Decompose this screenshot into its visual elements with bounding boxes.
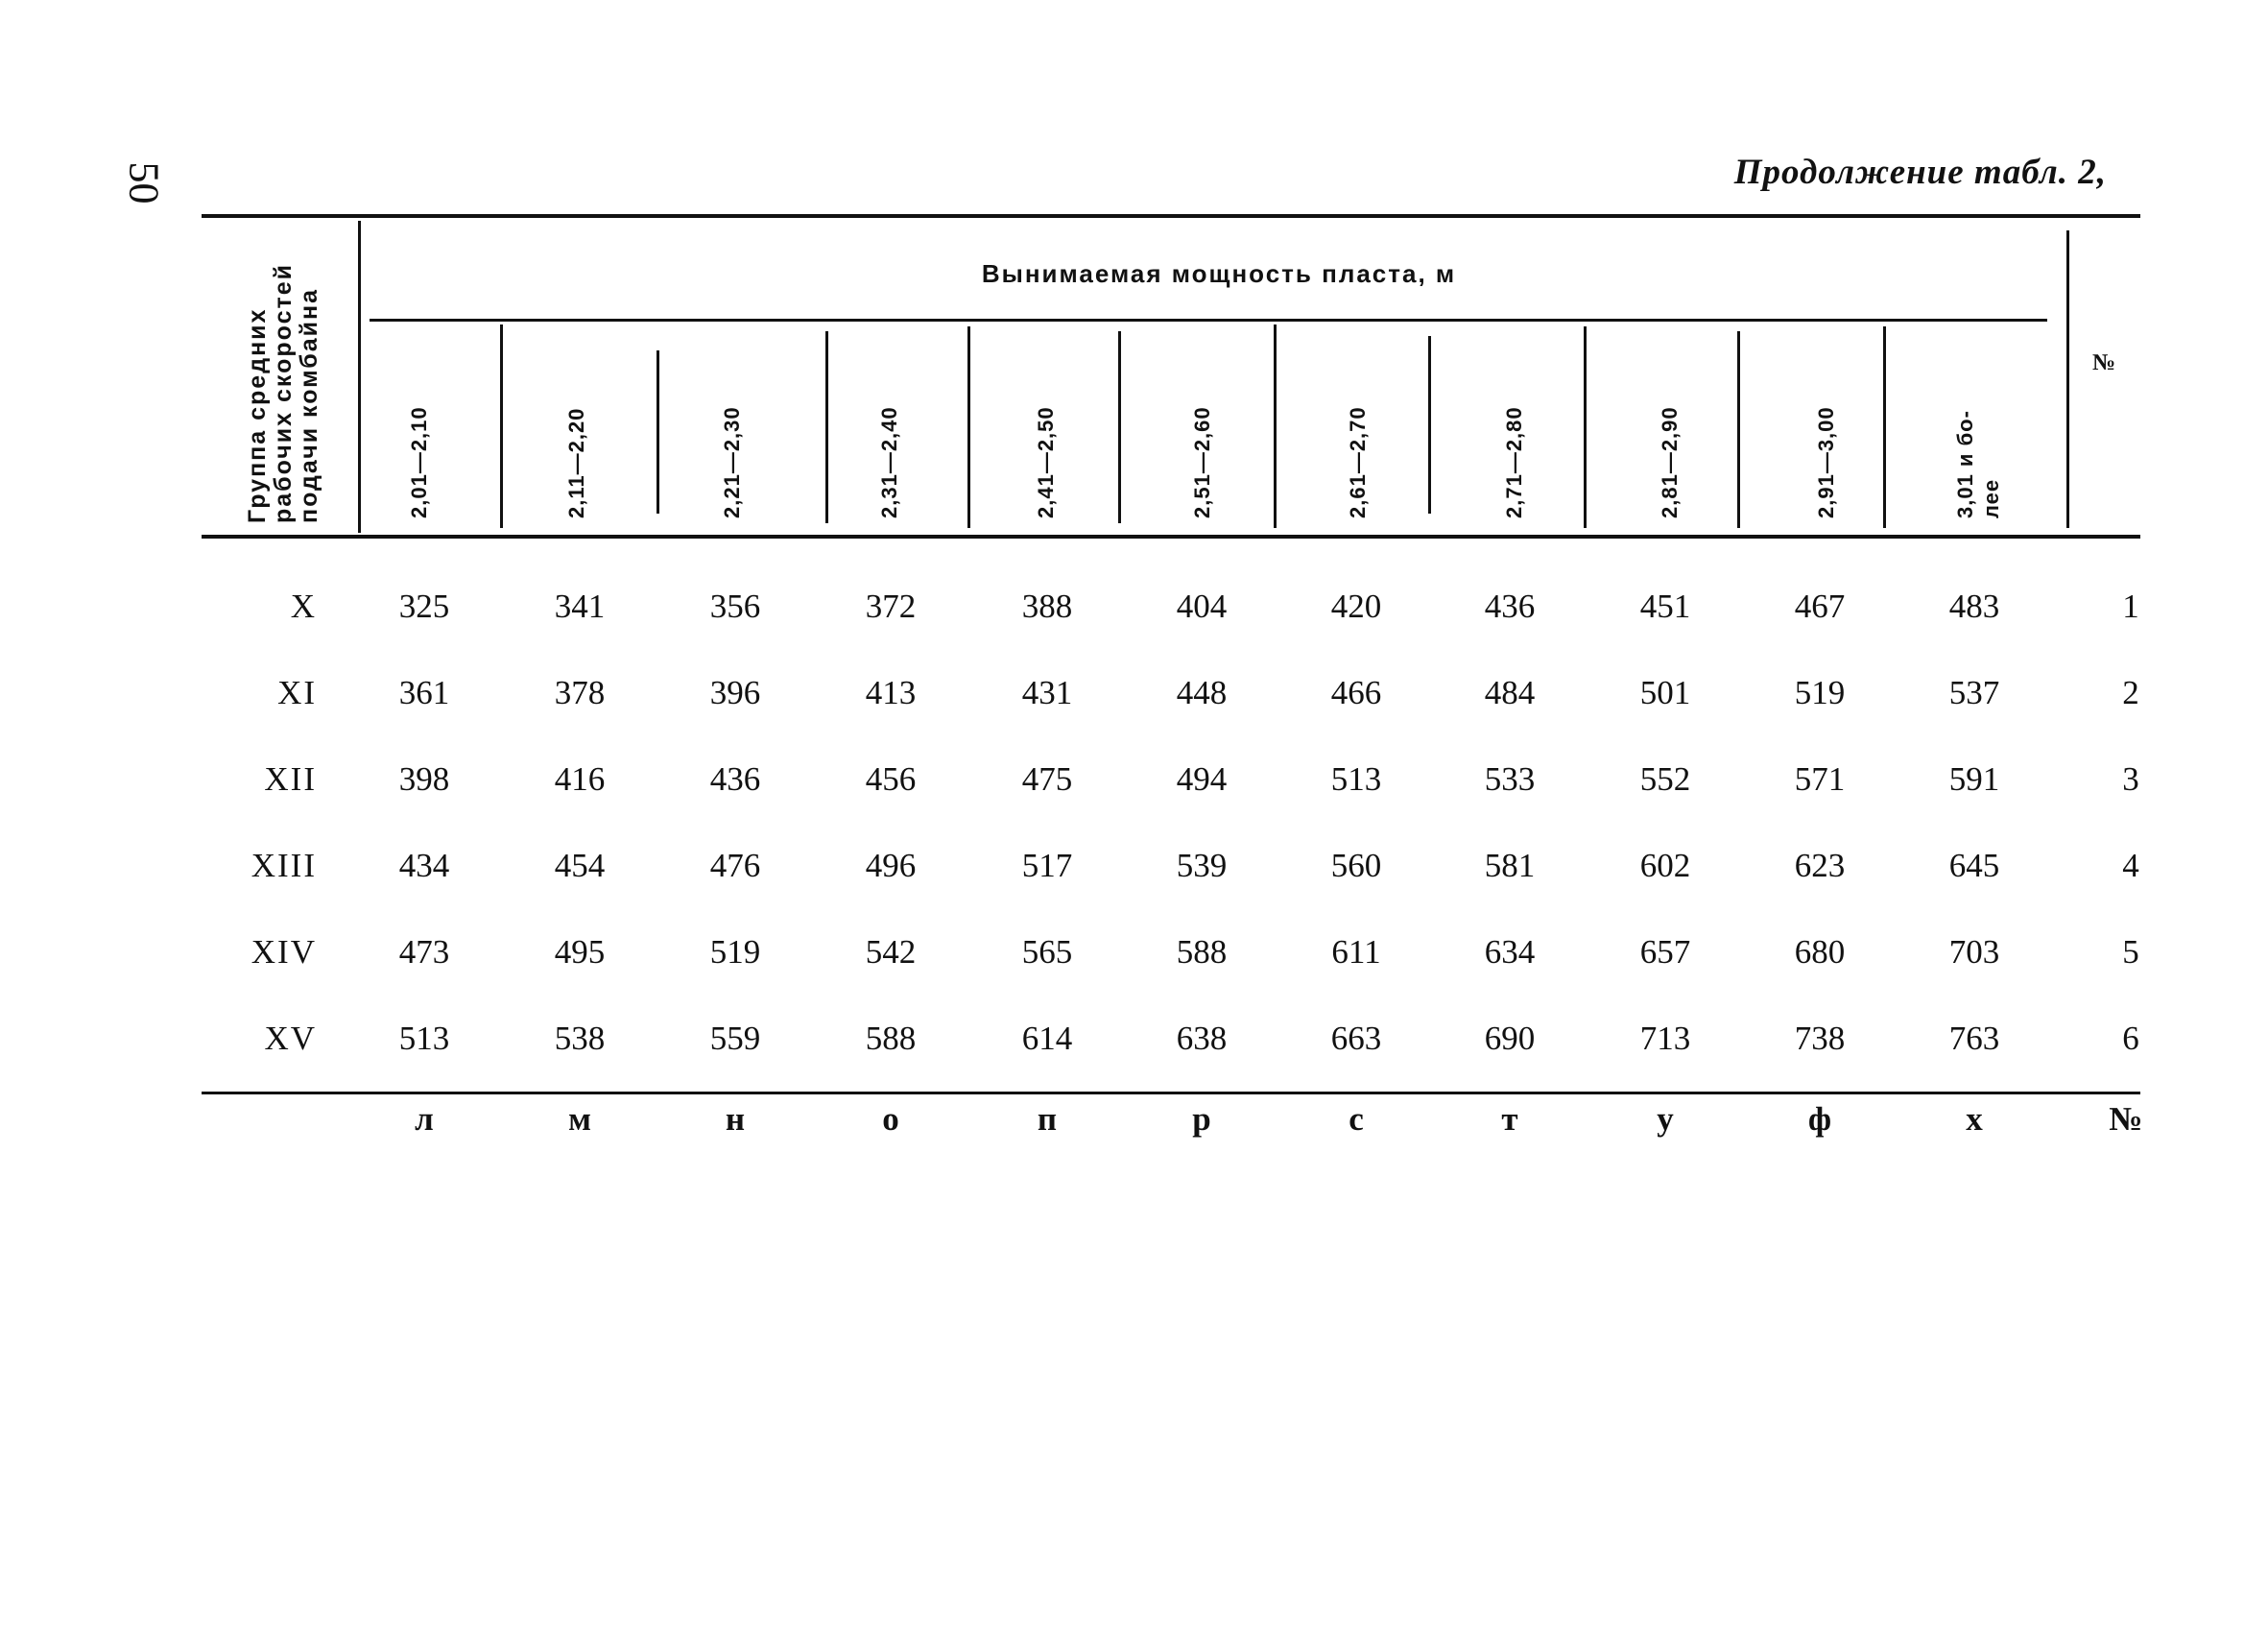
value-cell: 378 — [554, 674, 606, 711]
value-cell: 416 — [554, 760, 606, 798]
continuation-title: Продолжение табл. 2, — [1733, 153, 2107, 192]
value-cell: 495 — [554, 933, 606, 971]
range-header: 2,81—2,90 — [1658, 406, 1682, 518]
value-cell: 431 — [1021, 674, 1073, 711]
value-cell: 571 — [1794, 760, 1846, 798]
column-letter: н — [725, 1100, 746, 1138]
value-cell: 420 — [1330, 588, 1382, 625]
value-cell: 542 — [865, 933, 917, 971]
range-header: 2,21—2,30 — [720, 406, 744, 518]
value-cell: 361 — [398, 674, 450, 711]
group-cell: XIV — [251, 933, 317, 971]
page-number: 50 — [120, 161, 168, 204]
group-header-line: рабочих скоростей — [270, 263, 297, 523]
value-cell: 413 — [865, 674, 917, 711]
group-cell: XII — [264, 760, 317, 798]
value-cell: 513 — [398, 1020, 450, 1057]
group-cell: XI — [277, 674, 317, 711]
row-number: 2 — [2122, 674, 2139, 711]
value-cell: 517 — [1021, 847, 1073, 884]
range-divider — [967, 326, 970, 528]
range-header: 2,51—2,60 — [1190, 406, 1214, 518]
thickness-header-rule — [370, 319, 2047, 322]
group-cell: X — [290, 588, 317, 625]
column-letter: с — [1349, 1100, 1364, 1138]
value-cell: 436 — [709, 760, 761, 798]
value-cell: 602 — [1639, 847, 1691, 884]
value-cell: 341 — [554, 588, 606, 625]
row-number: 5 — [2122, 933, 2139, 971]
value-cell: 404 — [1176, 588, 1228, 625]
value-cell: 476 — [709, 847, 761, 884]
range-divider — [1584, 326, 1587, 528]
column-letter: л — [415, 1100, 434, 1138]
value-cell: 638 — [1176, 1020, 1228, 1057]
range-header: 2,61—2,70 — [1346, 406, 1370, 518]
range-divider — [500, 324, 503, 528]
column-letter: ф — [1807, 1100, 1832, 1138]
value-cell: 473 — [398, 933, 450, 971]
table-top-rule — [202, 214, 2140, 218]
value-cell: 436 — [1484, 588, 1536, 625]
value-cell: 496 — [865, 847, 917, 884]
column-letter: х — [1966, 1100, 1983, 1138]
value-cell: 538 — [554, 1020, 606, 1057]
row-number: 3 — [2122, 760, 2139, 798]
value-cell: 467 — [1794, 588, 1846, 625]
value-cell: 560 — [1330, 847, 1382, 884]
range-divider — [1883, 326, 1886, 528]
value-cell: 484 — [1484, 674, 1536, 711]
value-cell: 552 — [1639, 760, 1691, 798]
thickness-header: Вынимаемая мощность пласта, м — [981, 259, 1457, 288]
value-cell: 539 — [1176, 847, 1228, 884]
value-cell: 451 — [1639, 588, 1691, 625]
value-cell: 591 — [1948, 760, 2000, 798]
value-cell: 519 — [1794, 674, 1846, 711]
value-cell: 565 — [1021, 933, 1073, 971]
range-header: лее — [1979, 478, 2003, 518]
range-header: 2,01—2,10 — [407, 406, 431, 518]
value-cell: 680 — [1794, 933, 1846, 971]
value-cell: 448 — [1176, 674, 1228, 711]
range-divider — [1118, 331, 1121, 523]
value-cell: 483 — [1948, 588, 2000, 625]
table-bottom-rule — [202, 1092, 2140, 1094]
value-cell: 713 — [1639, 1020, 1691, 1057]
range-divider — [1428, 336, 1431, 514]
value-cell: 513 — [1330, 760, 1382, 798]
row-number: 6 — [2122, 1020, 2139, 1057]
range-header: 2,11—2,20 — [564, 407, 588, 518]
value-cell: 388 — [1021, 588, 1073, 625]
range-divider — [1274, 324, 1277, 528]
value-cell: 494 — [1176, 760, 1228, 798]
value-cell: 325 — [398, 588, 450, 625]
value-cell: 398 — [398, 760, 450, 798]
row-number: 4 — [2122, 847, 2139, 884]
range-header: 3,01 и бо- — [1953, 410, 1977, 518]
value-cell: 763 — [1948, 1020, 2000, 1057]
column-letter: у — [1657, 1100, 1674, 1138]
value-cell: 703 — [1948, 933, 2000, 971]
value-cell: 645 — [1948, 847, 2000, 884]
value-cell: 581 — [1484, 847, 1536, 884]
value-cell: 634 — [1484, 933, 1536, 971]
column-letter: о — [882, 1100, 899, 1138]
range-divider — [1737, 331, 1740, 528]
value-cell: 559 — [709, 1020, 761, 1057]
column-letter: р — [1192, 1100, 1211, 1138]
value-cell: 356 — [709, 588, 761, 625]
row-number: 1 — [2122, 588, 2139, 625]
header-bottom-rule — [202, 535, 2140, 539]
value-cell: 533 — [1484, 760, 1536, 798]
value-cell: 623 — [1794, 847, 1846, 884]
number-column-header: № — [2092, 350, 2116, 375]
value-cell: 475 — [1021, 760, 1073, 798]
value-cell: 588 — [865, 1020, 917, 1057]
group-column-header — [245, 235, 322, 523]
value-cell: 690 — [1484, 1020, 1536, 1057]
value-cell: 519 — [709, 933, 761, 971]
value-cell: 396 — [709, 674, 761, 711]
value-cell: 614 — [1021, 1020, 1073, 1057]
value-cell: 657 — [1639, 933, 1691, 971]
value-cell: 588 — [1176, 933, 1228, 971]
group-header-line: Группа средних — [244, 307, 271, 523]
value-cell: 372 — [865, 588, 917, 625]
value-cell: 454 — [554, 847, 606, 884]
range-divider — [825, 331, 828, 523]
range-header: 2,71—2,80 — [1502, 406, 1526, 518]
group-column-divider — [358, 221, 361, 533]
range-divider — [657, 350, 659, 514]
range-header: 2,91—3,00 — [1814, 406, 1838, 518]
value-cell: 611 — [1331, 933, 1381, 971]
column-letter: п — [1037, 1100, 1058, 1138]
group-header-line: подачи комбайна — [296, 287, 322, 523]
value-cell: 501 — [1639, 674, 1691, 711]
value-cell: 537 — [1948, 674, 2000, 711]
value-cell: 738 — [1794, 1020, 1846, 1057]
column-letter: м — [568, 1100, 591, 1138]
value-cell: 434 — [398, 847, 450, 884]
column-letter: т — [1501, 1100, 1518, 1138]
group-cell: XIII — [251, 847, 317, 884]
footer-number-label: № — [2109, 1100, 2143, 1138]
range-header: 2,41—2,50 — [1034, 406, 1058, 518]
group-cell: XV — [264, 1020, 317, 1057]
value-cell: 456 — [865, 760, 917, 798]
value-cell: 663 — [1330, 1020, 1382, 1057]
value-cell: 466 — [1330, 674, 1382, 711]
range-header: 2,31—2,40 — [877, 406, 901, 518]
